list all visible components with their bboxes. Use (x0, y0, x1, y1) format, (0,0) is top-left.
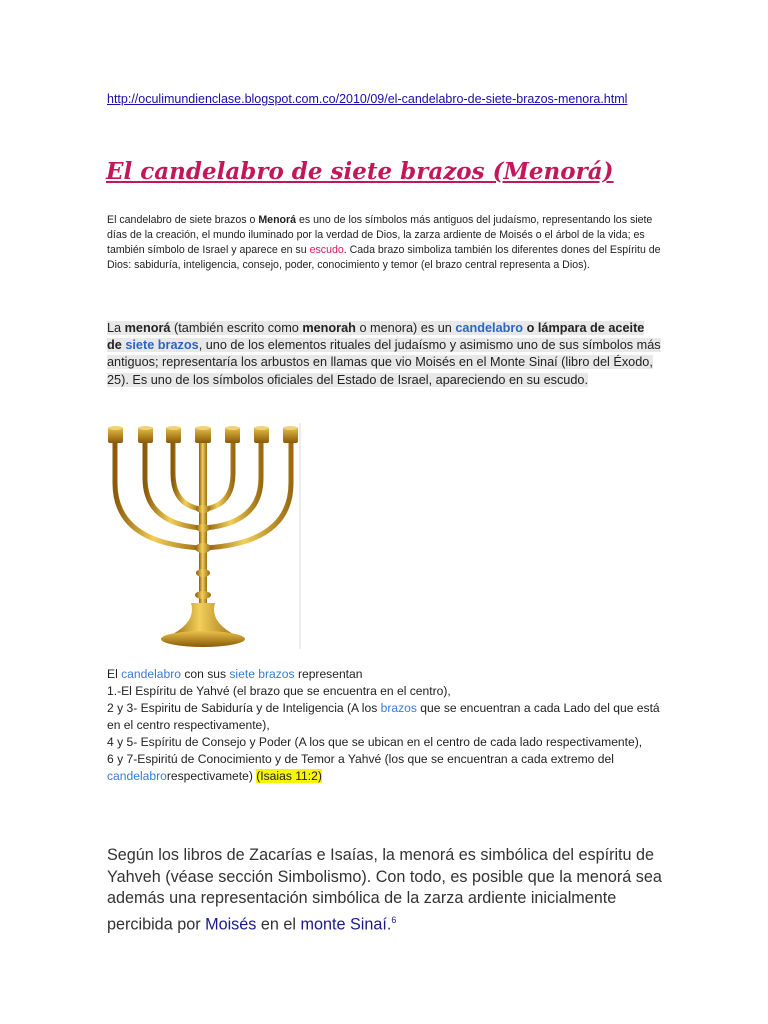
text: que se encuentran a cada Lado del que está en el centro respectivamente), (107, 701, 660, 732)
moises-link[interactable]: Moisés (205, 914, 257, 933)
highlighted-citation: (Isaias 11:2) (256, 769, 322, 783)
escudo-link[interactable]: escudo (309, 244, 344, 256)
monte-sinai-link[interactable]: monte Sinaí (300, 914, 387, 933)
text: con sus (180, 667, 230, 681)
text: El candelabro de siete brazos o (107, 214, 259, 226)
siete-brazos-link[interactable]: siete brazos (229, 667, 295, 681)
menorah-paragraph (107, 320, 662, 389)
list-item (107, 751, 662, 785)
text: respectivamete) (166, 769, 257, 783)
text: representan (294, 667, 363, 681)
intro-paragraph (107, 213, 662, 273)
bold-text: menorah (302, 321, 356, 335)
text: 2 y 3- Espiritu de Sabiduría y de Inteligencia (A los (107, 701, 381, 715)
footnote-reference[interactable]: 6 (391, 914, 397, 925)
text: o menora) es un (355, 321, 456, 335)
bold-text: o lámpara de aceite de (107, 321, 645, 353)
text: , uno de los elementos rituales del judaísmo y asimismo uno de sus símbolos más antiguos; representaría los arbustos en llamas que vio Moisés en el Monte Sinaí (libro del Éxodo, 25). Es uno de los símbolos oficiales del Estado de Israel, apareciendo en su escudo. (107, 338, 661, 387)
text: El (107, 667, 122, 681)
text: Según los libros de Zacarías e Isaías, la menorá es simbólica del espíritu de Yahveh (véase sección Simbolismo). Con todo, es posible que la menorá sea además una representación simbólica de la zarza ardiente inicialmente percibida por (107, 846, 662, 933)
text: . (386, 914, 392, 933)
brazos-link[interactable]: brazos (380, 701, 417, 715)
list-item: 4 y 5- Espíritu de Consejo y Poder (A los que se ubican en el centro de cada lado respectivamente), (107, 735, 643, 749)
text: . Cada brazo simboliza también los diferentes dones del Espíritu de Dios: sabiduría, inteligencia, consejo, poder, conocimiento y temor (el brazo central representa a Dios). (107, 244, 661, 271)
text: 6 y 7-Espiritú de Conocimiento y de Temor a Yahvé (los que se encuentran a cada extremo del (107, 752, 614, 766)
list-item (107, 666, 662, 683)
final-paragraph (107, 845, 667, 935)
list-item (107, 700, 662, 734)
candelabro-link[interactable]: candelabro (455, 321, 524, 335)
bold-text: Menorá (258, 214, 297, 226)
list-item: 1.-El Espíritu de Yahvé (el brazo que se encuentra en el centro), (107, 684, 451, 698)
source-link[interactable]: http://oculimundienclase.blogspot.com.co/2010/09/el-candelabro-de-siete-brazos-menora.html (107, 92, 628, 106)
text: (también escrito como (170, 321, 303, 335)
text: La (107, 321, 125, 335)
menorah-illustration (107, 423, 299, 649)
candelabro-link[interactable]: candelabro (121, 667, 181, 681)
text: en el (256, 914, 301, 933)
bold-text: menorá (124, 321, 171, 335)
symbolism-list (107, 666, 662, 785)
text: es uno de los símbolos más antiguos del judaísmo, representando los siete días de la creación, el mundo iluminado por la verdad de Dios, la zarza ardiente de Moisés o el árbol de la vida; es también símbolo de Israel y aparece en su (107, 214, 653, 256)
page-title: El candelabro de siete brazos (Menorá) (106, 158, 614, 185)
candelabro-link[interactable]: candelabro (107, 769, 167, 783)
menorah-image (107, 423, 301, 649)
siete-brazos-link[interactable]: siete brazos (125, 338, 199, 353)
